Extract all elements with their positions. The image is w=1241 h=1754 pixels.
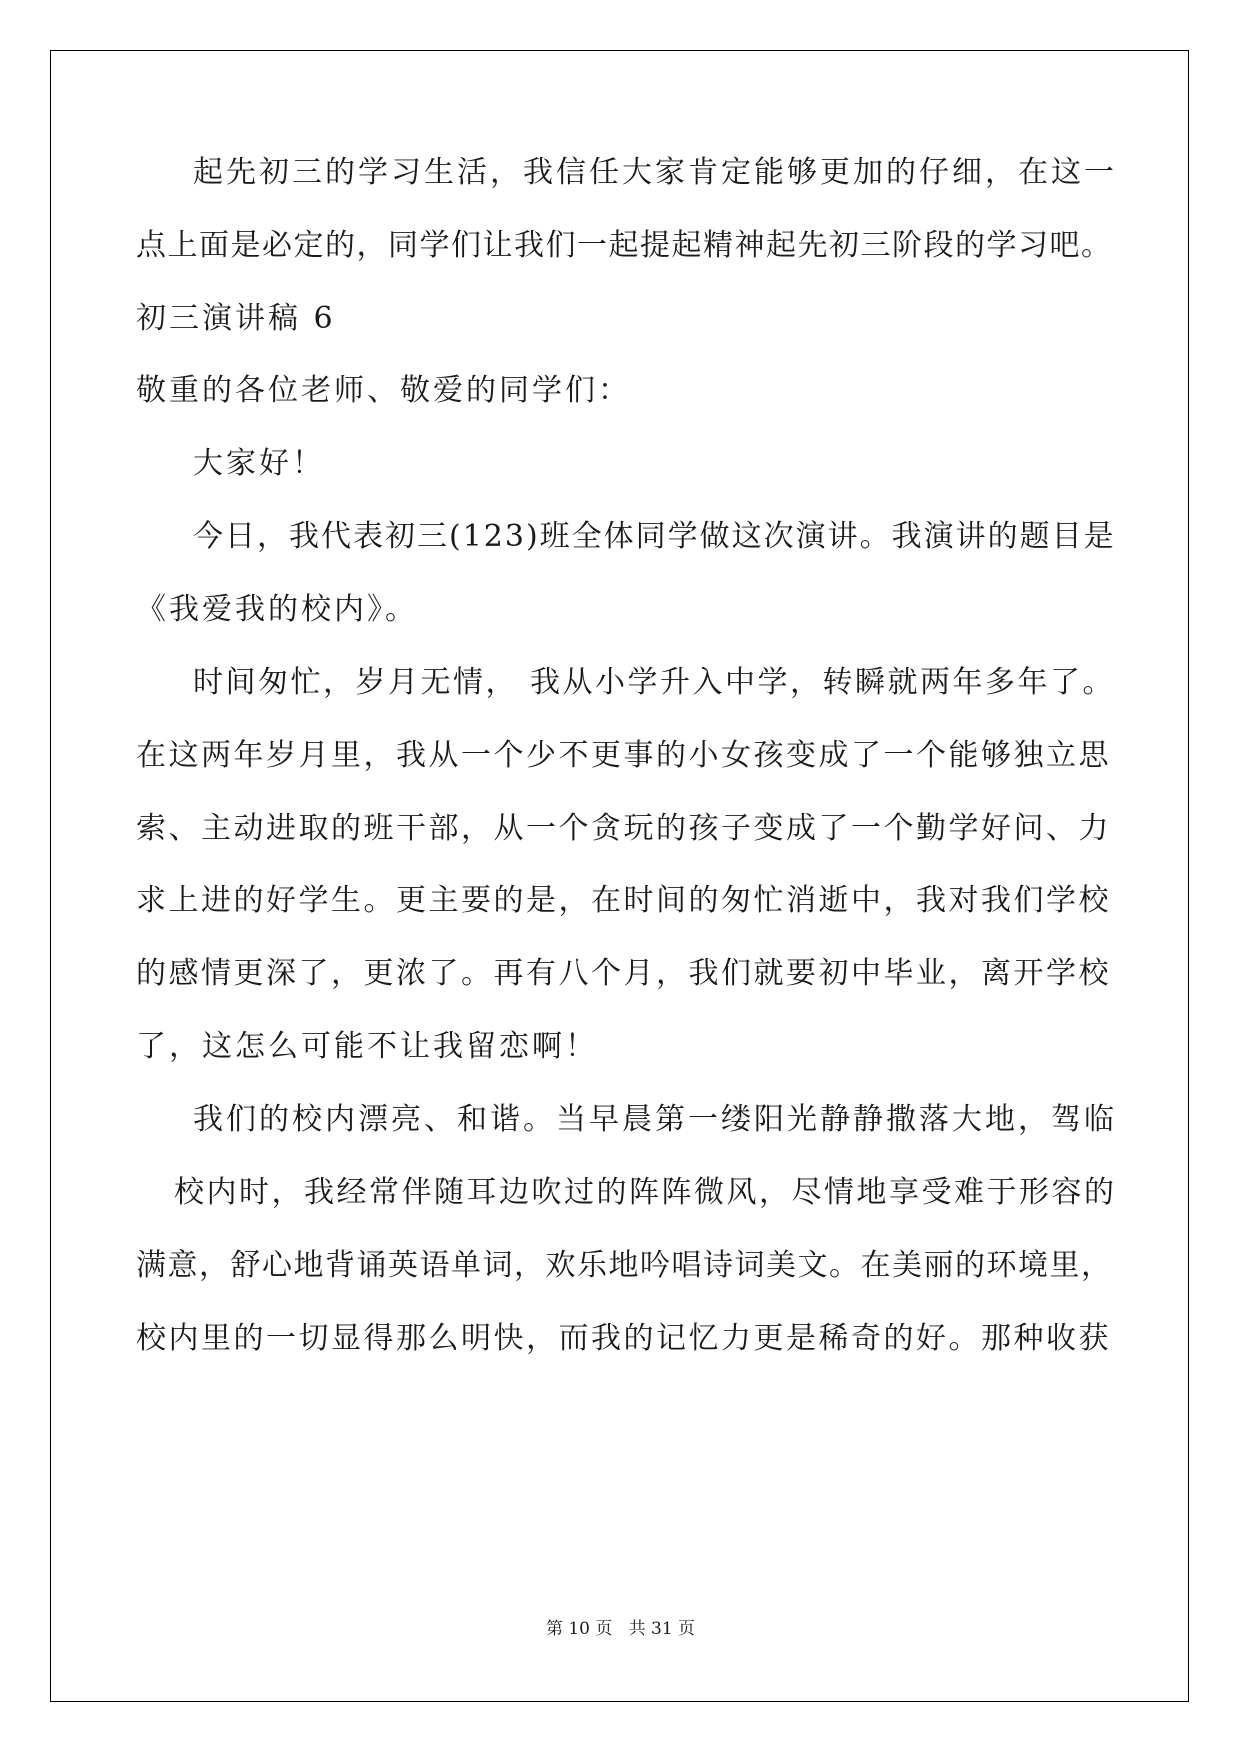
text-line: 在这两年岁月里，我从一个少不更事的小女孩变成了一个能够独立思 xyxy=(136,738,1111,773)
text-line: 起先初三的学习生活，我信任大家肯定能够更加的仔细，在这一 xyxy=(193,155,1117,190)
text-line: 时间匆忙，岁月无情， 我从小学升入中学，转瞬就两年多年了。 xyxy=(193,665,1116,700)
text-line: 索、主动进取的班干部，从一个贪玩的孩子变成了一个勤学好问、力 xyxy=(136,811,1111,846)
text-line: 今日，我代表初三(123)班全体同学做这次演讲。我演讲的题目是 xyxy=(193,519,1116,554)
page-border xyxy=(50,50,1189,1702)
text-line: 《我爱我的校内》。 xyxy=(136,592,418,627)
text-line: 的感情更深了，更浓了。再有八个月，我们就要初中毕业，离开学校 xyxy=(136,956,1111,991)
text-line: 校内里的一切显得那么明快，而我的记忆力更是稀奇的好。那种收获 xyxy=(136,1321,1111,1356)
greeting: 大家好！ xyxy=(193,446,325,481)
text-line: 满意，舒心地背诵英语单词，欢乐地吟唱诗词美文。在美丽的环境里， xyxy=(136,1248,1113,1283)
text-line: 校内时，我经常伴随耳边吹过的阵阵微风，尽情地享受难于形容的 xyxy=(174,1175,1117,1210)
text-line: 求上进的好学生。更主要的是，在时间的匆忙消逝中，我对我们学校 xyxy=(136,883,1111,918)
salutation: 敬重的各位老师、敬爱的同学们： xyxy=(136,373,631,408)
section-heading: 初三演讲稿 6 xyxy=(136,301,336,336)
text-line: 点上面是必定的，同学们让我们一起提起精神起先初三阶段的学习吧。 xyxy=(136,228,1113,263)
text-line: 了，这怎么可能不让我留恋啊！ xyxy=(136,1029,598,1064)
page-number-footer: 第 10 页 共 31 页 xyxy=(545,1619,696,1639)
text-line: 我们的校内漂亮、和谐。当早晨第一缕阳光静静撒落大地，驾临 xyxy=(193,1102,1117,1137)
